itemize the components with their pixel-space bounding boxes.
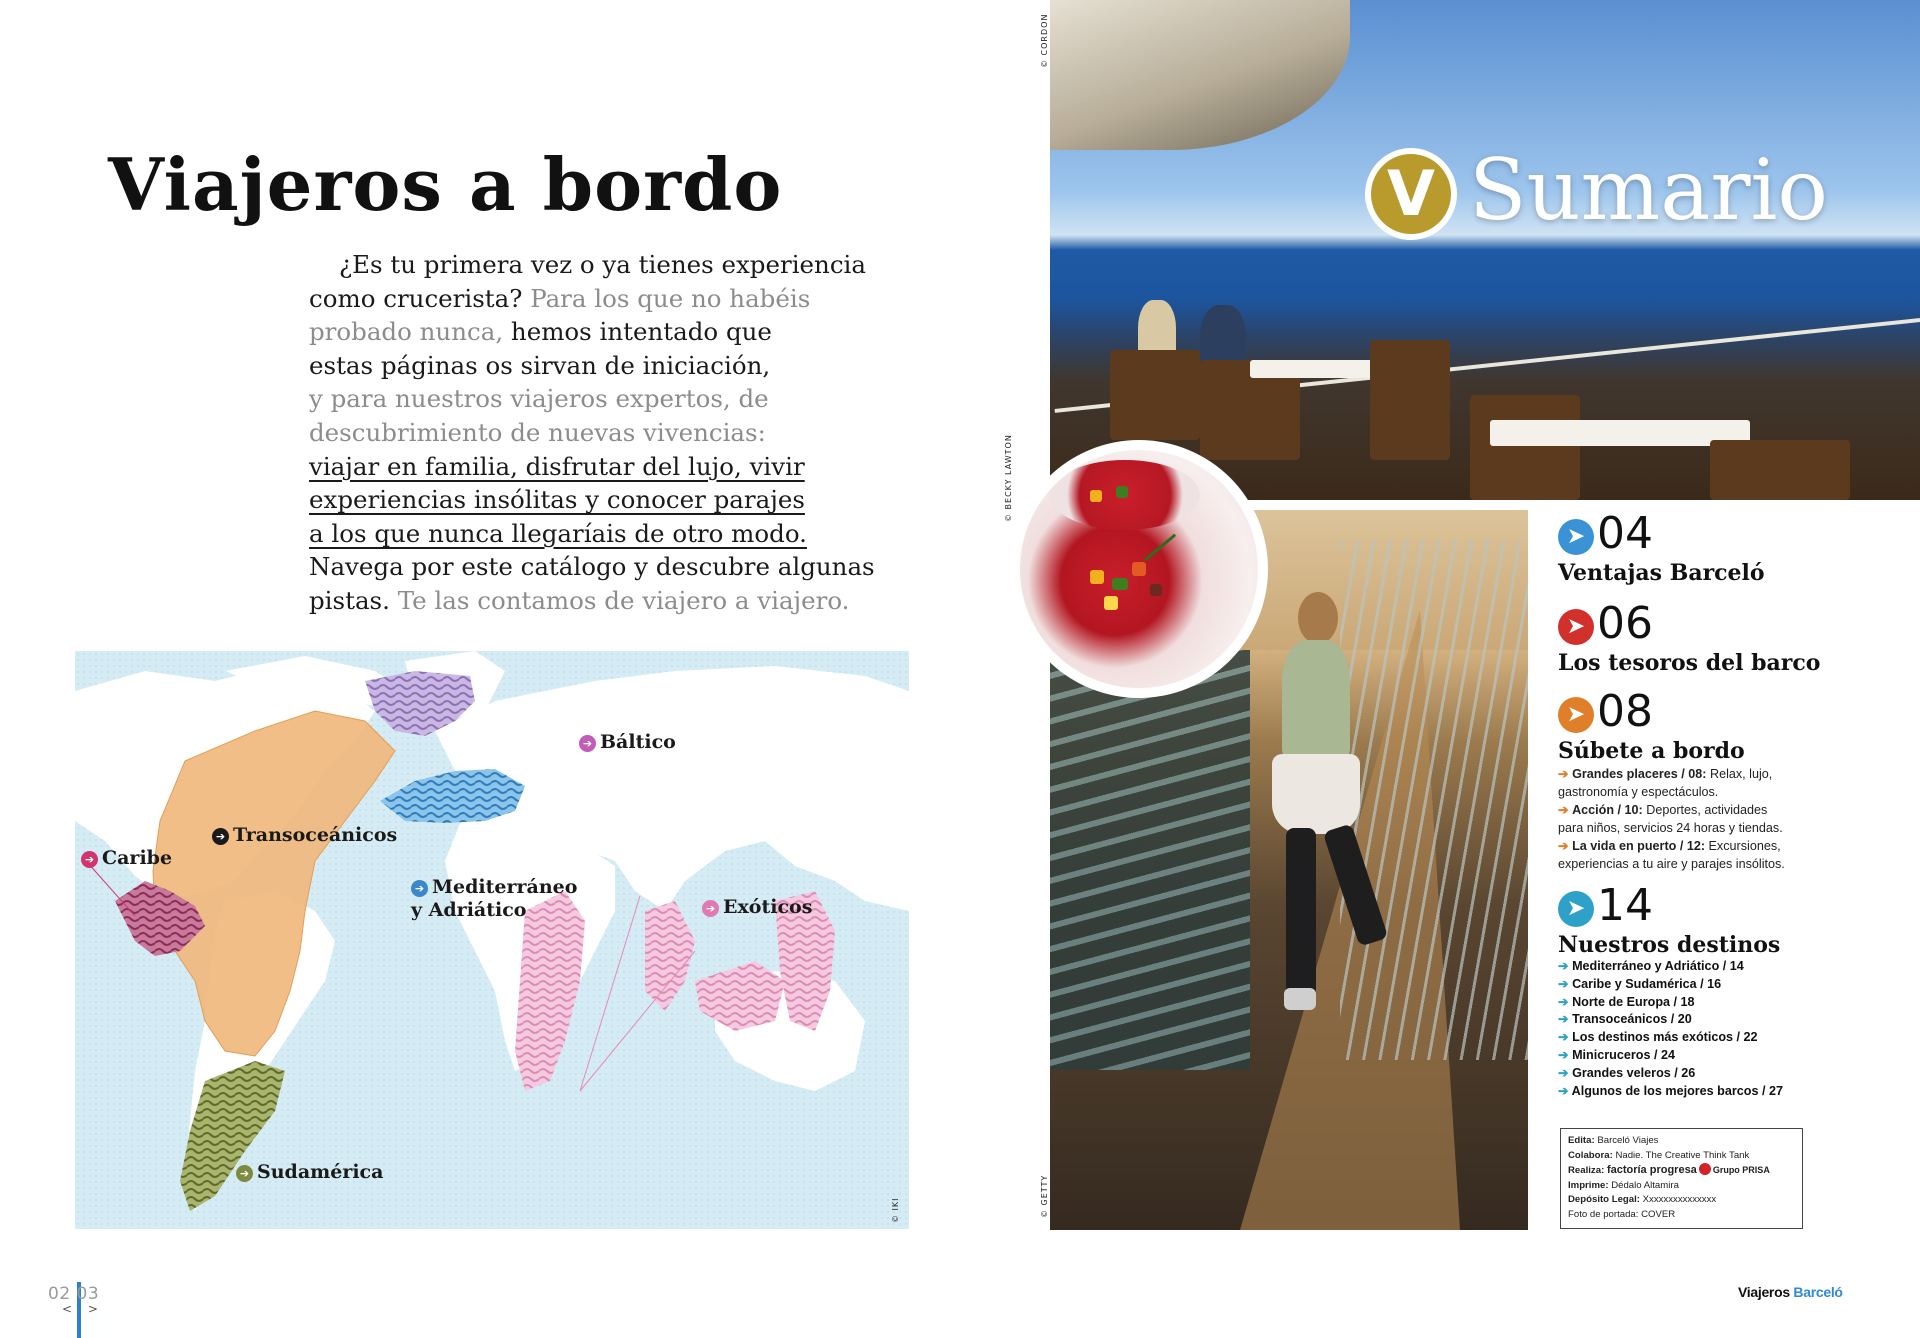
credit-line xyxy=(1568,1134,1795,1149)
destino-text: Mediterráneo y Adriático / 14 xyxy=(1572,959,1744,973)
sumario-heading xyxy=(1365,140,1828,240)
map-label-text: Exóticos xyxy=(723,896,813,918)
photo-credit: © BECKY LAWTON xyxy=(1004,434,1013,522)
credit-label: Imprime: xyxy=(1568,1179,1609,1191)
arrow-right-icon: ➔ xyxy=(1558,994,1569,1009)
arrow-right-icon: ➔ xyxy=(212,828,229,845)
map-label-mediterraneo xyxy=(411,876,577,922)
map-label-text: Caribe xyxy=(102,847,173,869)
intro-text-muted: probado nunca, xyxy=(309,317,504,347)
credit-line xyxy=(1568,1179,1795,1194)
destino-item[interactable] xyxy=(1558,1065,1783,1083)
photo-credit: © GETTY xyxy=(1040,1174,1049,1218)
intro-text: como crucerista? xyxy=(309,283,523,313)
arrow-right-icon: ➔ xyxy=(1558,767,1569,781)
destino-text: Los destinos más exóticos / 22 xyxy=(1572,1030,1758,1045)
toc-subitem-title: La vida en puerto / 12: xyxy=(1572,839,1706,853)
toc-subitem-text: para niños, servicios 24 horas y tiendas. xyxy=(1558,821,1783,835)
toc-subitem-text: Deportes, actividades xyxy=(1646,803,1768,817)
arrow-right-icon: ➤ xyxy=(1558,697,1594,733)
runner xyxy=(1286,828,1316,998)
map-label-text: Sudamérica xyxy=(257,1161,384,1183)
intro-text-underlined: experiencias insólitas y conocer parajes xyxy=(309,485,805,515)
page-numbers: 02 03 xyxy=(48,1284,100,1304)
photo-credit: © CORDON xyxy=(1040,13,1049,68)
deck-photo xyxy=(1050,0,1920,500)
garnish xyxy=(1104,596,1118,610)
toc-subitem[interactable] xyxy=(1558,765,1785,783)
arrow-right-icon: ➔ xyxy=(1558,1083,1569,1098)
credit-label: Colabora: xyxy=(1568,1149,1613,1161)
credit-value: Barceló Viajes xyxy=(1597,1135,1659,1146)
garnish xyxy=(1112,578,1128,590)
garnish xyxy=(1132,562,1146,576)
credit-line xyxy=(1568,1208,1795,1223)
intro-text: Navega por este catálogo y descubre algunas xyxy=(309,552,875,582)
ship-awning xyxy=(1050,0,1350,150)
toc-entry[interactable] xyxy=(1558,600,1820,676)
credit-value: Xxxxxxxxxxxxxxx xyxy=(1642,1194,1717,1206)
brand-logo: V xyxy=(1365,148,1457,240)
intro-text-underlined: a los que nunca llegaríais de otro modo. xyxy=(309,518,807,548)
credit-label: Realiza: xyxy=(1568,1165,1605,1177)
credit-label: Depósito Legal: xyxy=(1568,1194,1640,1206)
map-label-text: Mediterráneo xyxy=(432,876,578,898)
page-title: Viajeros a bordo xyxy=(108,142,783,227)
intro-text: ¿Es tu primera vez o ya tienes experiencia xyxy=(339,250,866,279)
garnish xyxy=(1150,584,1162,596)
map-label-transoceanicos xyxy=(212,824,397,847)
arrow-right-icon: ➔ xyxy=(1558,1030,1569,1045)
toc-number: 06 xyxy=(1597,598,1653,649)
food-photo-image xyxy=(1020,450,1258,688)
arrow-right-icon: ➤ xyxy=(1558,609,1594,645)
deck-chair xyxy=(1710,440,1850,500)
intro-text-muted: descubrimiento de nuevas vivencias: xyxy=(309,417,766,447)
credits-box xyxy=(1560,1128,1803,1229)
arrow-right-icon: ➔ xyxy=(1558,959,1569,973)
toc-entry[interactable] xyxy=(1558,688,1785,873)
runner xyxy=(1298,592,1338,644)
intro-paragraph xyxy=(309,248,899,618)
garnish xyxy=(1144,533,1177,561)
page-nav-arrows[interactable]: < > xyxy=(62,1302,104,1316)
garnish xyxy=(1090,570,1104,584)
toc-title: Los tesoros del barco xyxy=(1558,650,1821,676)
toc-title: Nuestros destinos xyxy=(1558,932,1781,958)
toc-title: Súbete a bordo xyxy=(1558,738,1745,764)
toc-number: 08 xyxy=(1597,686,1653,737)
destino-text: Minicruceros / 24 xyxy=(1572,1047,1675,1062)
garnish xyxy=(1090,490,1102,502)
toc-entry[interactable] xyxy=(1558,510,1765,586)
destino-text: Grandes veleros / 26 xyxy=(1572,1065,1696,1080)
brand-text: Viajeros xyxy=(1738,1284,1790,1300)
deck-chair xyxy=(1370,340,1450,460)
destino-item[interactable] xyxy=(1558,976,1783,994)
credit-value: factoría progresa xyxy=(1606,1164,1697,1177)
intro-text: hemos intentado que xyxy=(510,317,772,347)
map-label-baltico xyxy=(579,731,676,754)
arrow-right-icon: ➔ xyxy=(236,1165,253,1182)
intro-text: pistas. xyxy=(309,585,390,615)
credit-line xyxy=(1568,1149,1795,1164)
map-label-exoticos xyxy=(702,896,812,919)
toc-subitem-text: Relax, lujo, xyxy=(1709,767,1773,781)
food-photo xyxy=(1010,440,1268,698)
arrow-right-icon: ➔ xyxy=(1558,1012,1569,1027)
toc-entry[interactable] xyxy=(1558,882,1783,1100)
footer-brand xyxy=(1738,1284,1843,1300)
toc-subitems xyxy=(1558,765,1785,873)
credit-label: Edita: xyxy=(1568,1135,1595,1146)
garnish xyxy=(1116,486,1128,498)
intro-text-underlined: viajar en familia, disfrutar del lujo, vivir xyxy=(309,451,805,481)
sumario-title: Sumario xyxy=(1469,141,1828,239)
deck-railing xyxy=(1340,540,1528,1060)
destino-text: Transoceánicos / 20 xyxy=(1572,1012,1692,1027)
toc-title: Ventajas Barceló xyxy=(1558,560,1765,586)
arrow-right-icon: ➔ xyxy=(1558,839,1569,853)
destino-item[interactable] xyxy=(1558,1047,1783,1065)
arrow-right-icon: ➔ xyxy=(1558,1047,1569,1062)
arrow-right-icon: ➔ xyxy=(1558,1065,1569,1080)
runner xyxy=(1272,754,1360,834)
toc-subitem-text: gastronomía y espectáculos. xyxy=(1558,785,1719,799)
destino-item[interactable] xyxy=(1558,1029,1783,1047)
credit-value: Nadie. The Creative Think Tank xyxy=(1615,1149,1750,1161)
map-label-caribe xyxy=(81,847,172,870)
credit-line xyxy=(1568,1163,1795,1179)
runner xyxy=(1284,988,1316,1010)
toc-number: 14 xyxy=(1597,880,1653,931)
map-label-sudamerica xyxy=(236,1161,383,1184)
destino-text: Norte de Europa / 18 xyxy=(1572,994,1695,1009)
runner xyxy=(1282,640,1350,760)
toc-subitem-title: Acción / 10: xyxy=(1572,803,1643,817)
destino-text: Algunos de los mejores barcos / 27 xyxy=(1571,1083,1783,1098)
credit-value: COVER xyxy=(1641,1208,1676,1220)
intro-text-muted: y para nuestros viajeros expertos, de xyxy=(309,384,769,414)
map-label-text: Transoceánicos xyxy=(233,824,398,846)
intro-text-muted: Te las contamos de viajero a viajero. xyxy=(397,585,850,615)
world-map-graphic xyxy=(75,651,909,1229)
toc-number: 04 xyxy=(1597,508,1653,559)
grupo-prisa-logo-icon xyxy=(1699,1163,1711,1175)
map-label-text: y Adriático xyxy=(411,899,527,921)
arrow-right-icon: ➔ xyxy=(702,900,719,917)
arrow-right-icon: ➔ xyxy=(411,880,428,897)
toc-subitem-title: Grandes placeres / 08: xyxy=(1572,767,1707,781)
toc-subitem-text: experiencias a tu aire y parajes insólitos. xyxy=(1558,857,1785,871)
arrow-right-icon: ➔ xyxy=(1558,976,1569,991)
photo-credit: © IKI xyxy=(891,1197,900,1223)
arrow-right-icon: ➔ xyxy=(1558,803,1569,817)
destinos-list xyxy=(1558,958,1783,1100)
credit-line xyxy=(1568,1193,1795,1208)
world-map xyxy=(75,651,909,1229)
arrow-right-icon: ➤ xyxy=(1558,891,1594,927)
credit-value: Grupo PRISA xyxy=(1712,1165,1770,1176)
brand-text: Barceló xyxy=(1793,1284,1843,1300)
toc-subitem[interactable] xyxy=(1558,837,1785,855)
deck-chair xyxy=(1470,395,1580,500)
deck-chair xyxy=(1110,350,1200,440)
toc-subitem-text: Excursiones, xyxy=(1708,839,1781,853)
destino-item[interactable] xyxy=(1558,1011,1783,1029)
credit-value: Dédalo Altamira xyxy=(1611,1179,1679,1191)
deck-table xyxy=(1250,360,1390,378)
credit-label: Foto de portada: xyxy=(1568,1208,1639,1220)
deck-loungers xyxy=(1050,650,1250,1070)
destino-item[interactable] xyxy=(1558,994,1783,1012)
destino-item[interactable] xyxy=(1558,958,1783,976)
intro-text: estas páginas os sirvan de iniciación, xyxy=(309,350,771,380)
map-label-text: Báltico xyxy=(600,731,676,753)
destino-text: Caribe y Sudamérica / 16 xyxy=(1572,976,1722,991)
toc-subitem[interactable] xyxy=(1558,801,1785,819)
arrow-right-icon: ➔ xyxy=(579,735,596,752)
arrow-right-icon: ➤ xyxy=(1558,519,1594,555)
intro-text-muted: Para los que no habéis xyxy=(530,283,811,313)
arrow-right-icon: ➔ xyxy=(81,851,98,868)
destino-item[interactable] xyxy=(1558,1083,1783,1101)
